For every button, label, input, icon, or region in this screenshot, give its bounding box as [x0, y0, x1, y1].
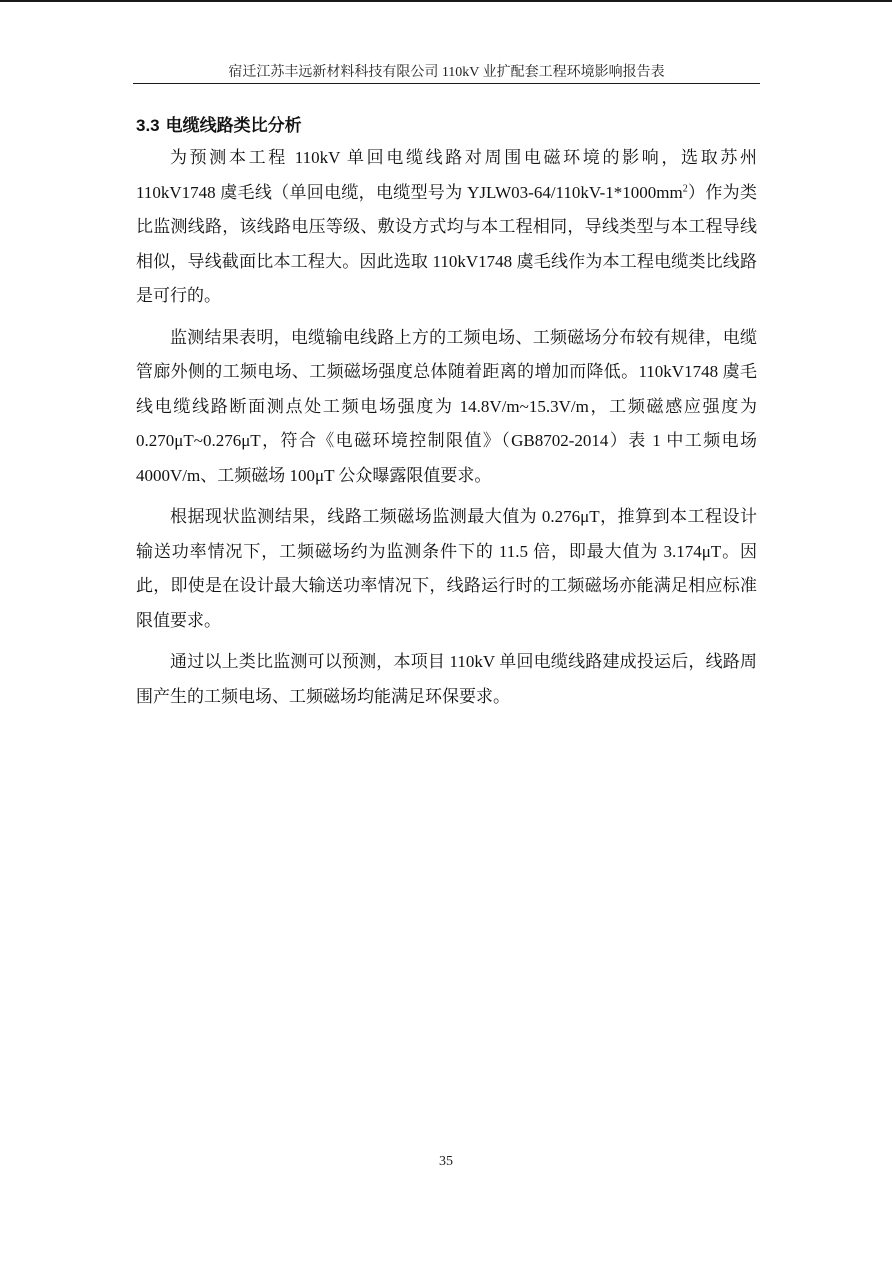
- paragraph-1: [136, 141, 757, 314]
- header-divider: [133, 83, 760, 84]
- page-top-border: [0, 0, 892, 2]
- paragraph-4: 通过以上类比监测可以预测，本项目 110kV 单回电缆线路建成投运后，线路周围产生的工频电场、工频磁场均能满足环保要求。: [136, 652, 757, 706]
- running-header: 宿迁江苏丰远新材料科技有限公司 110kV 业扩配套工程环境影响报告表: [228, 65, 665, 80]
- section-title: 电缆线路类比分析: [165, 116, 302, 136]
- paragraph-1-text-a: 为预测本工程 110kV 单回电缆线路对周围电磁环境的影响，选取苏州 110kV1748 虞毛线（单回电缆，电缆型号为 YJLW03-64/110kV-1*1000mm: [136, 148, 757, 202]
- section-heading: [136, 111, 757, 141]
- section-number: 3.3: [136, 116, 160, 135]
- main-content: [136, 111, 757, 721]
- paragraph-2: 监测结果表明，电缆输电线路上方的工频电场、工频磁场分布较有规律，电缆管廊外侧的工频电场、工频磁场强度总体随着距离的增加而降低。110kV1748 虞毛线电缆线路断面测点处工频电场强度为 14.8V/m~15.3V/m，工频磁感应强度为 0.270μT~0.276μT，符合《电磁环境控制限值》（GB8702-2014）表 1 中工频电场 4000V/m、工频磁场 100μT 公众曝露限值要求。: [136, 327, 757, 485]
- page-number: 35: [439, 1154, 453, 1169]
- paragraph-1-superscript: 2: [682, 182, 688, 194]
- paragraph-1-text-b: ）作为类比监测线路，该线路电压等级、敷设方式均与本工程相同，导线类型与本工程导线相似，导线截面比本工程大。因此选取 110kV1748 虞毛线作为本工程电缆类比线路是可行的。: [136, 182, 757, 305]
- paragraph-3: 根据现状监测结果，线路工频磁场监测最大值为 0.276μT，推算到本工程设计输送功率情况下，工频磁场约为监测条件下的 11.5 倍，即最大值为 3.174μT。因此，即使是在设计最大输送功率情况下，线路运行时的工频磁场亦能满足相应标准限值要求。: [136, 507, 757, 630]
